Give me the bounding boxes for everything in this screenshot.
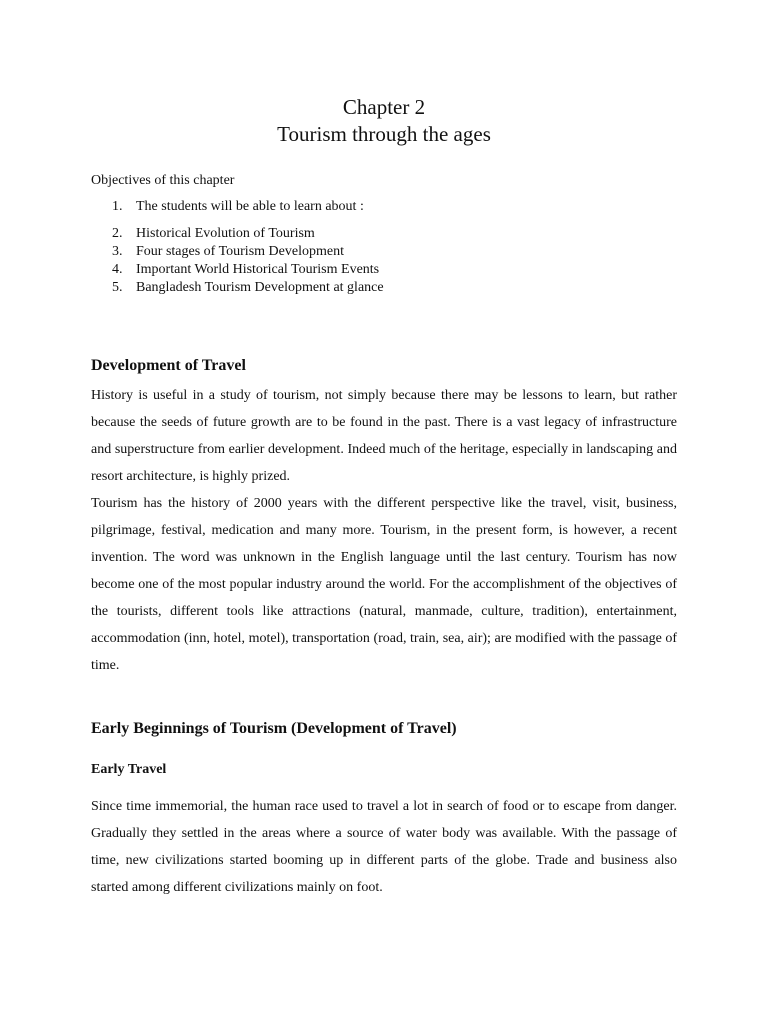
early-travel-paragraph: Since time immemorial, the human race used to travel a lot in search of food or to escape from danger. Gradually they settled in the areas where a source of water body was available. With the passage of time, new civilizations started booming up in different parts of the globe. Trade and business also started among different civilizations mainly on foot. bbox=[91, 799, 677, 895]
list-item bbox=[91, 243, 384, 261]
list-item-number: 3. bbox=[112, 244, 123, 259]
list-item-text: Four stages of Tourism Development bbox=[136, 244, 344, 259]
section-heading-early-beginnings: Early Beginnings of Tourism (Development of Travel) bbox=[91, 720, 457, 737]
list-item-text: The students will be able to learn about : bbox=[136, 199, 364, 214]
development-paragraph-1: History is useful in a study of tourism, not simply because there may be lessons to learn, but rather because the seeds of future growth are to be found in the past. There is a vast legacy of infrastructure and superstructure from earlier development. Indeed much of the heritage, especially in landscaping and resort architecture, is highly prized. bbox=[91, 388, 677, 484]
development-paragraph-2: Tourism has the history of 2000 years with the different perspective like the travel, visit, business, pilgrimage, festival, medication and many more. Tourism, in the present form, is however, a recent invention. The word was unknown in the English language until the last century. Tourism has now become one of the most popular industry around the world. For the accomplishment of the objectives of the tourists, different tools like attractions (natural, manmade, culture, tradition), entertainment, accommodation (inn, hotel, motel), transportation (road, train, sea, air); are modified with the passage of time. bbox=[91, 496, 677, 673]
chapter-number: Chapter 2 bbox=[342, 95, 426, 119]
list-item bbox=[91, 225, 384, 243]
list-item-number: 5. bbox=[112, 280, 123, 295]
subheading-early-travel: Early Travel bbox=[91, 762, 167, 777]
list-item bbox=[91, 279, 384, 297]
list-item-text: Important World Historical Tourism Events bbox=[136, 262, 380, 277]
objectives-heading: Objectives of this chapter bbox=[91, 173, 235, 188]
chapter-title: Tourism through the ages bbox=[277, 122, 491, 146]
list-item-text: Bangladesh Tourism Development at glance bbox=[136, 280, 384, 295]
list-item bbox=[91, 198, 384, 216]
section-heading-development: Development of Travel bbox=[91, 357, 246, 374]
list-item-text: Historical Evolution of Tourism bbox=[136, 226, 315, 241]
list-item-number: 2. bbox=[112, 226, 123, 241]
list-item-number: 1. bbox=[112, 199, 123, 214]
objectives-list bbox=[91, 198, 384, 297]
list-item-number: 4. bbox=[112, 262, 123, 277]
list-item bbox=[91, 261, 384, 279]
